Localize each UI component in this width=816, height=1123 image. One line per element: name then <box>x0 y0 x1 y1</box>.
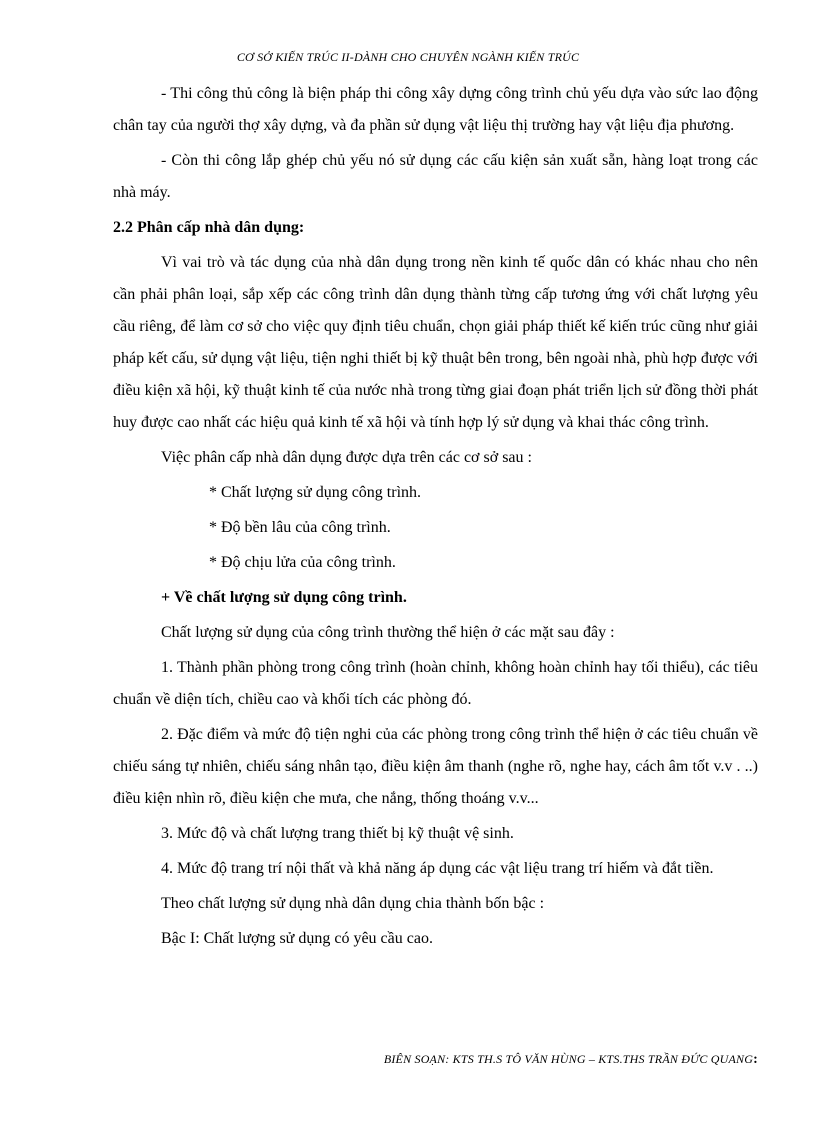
footer-colon: : <box>753 1052 758 1067</box>
list-item-3: 3. Mức độ và chất lượng trang thiết bị kỹ thuật vệ sinh. <box>161 825 514 842</box>
section-heading: 2.2 Phân cấp nhà dân dụng: <box>113 219 305 236</box>
list-item-1: 1. Thành phần phòng trong công trình (hoàn chỉnh, không hoàn chỉnh hay tối thiểu), các tiêu chuẩn về diện tích, chiều cao và khối tích các phòng đó. <box>113 659 758 708</box>
page-header: CƠ SỞ KIẾN TRÚC II-DÀNH CHO CHUYÊN NGÀNH KIẾN TRÚC <box>236 50 580 64</box>
list-item-4: 4. Mức độ trang trí nội thất và khả năng áp dụng các vật liệu trang trí hiếm và đắt tiền. <box>161 860 714 877</box>
paragraph-manual-construction: - Thi công thủ công là biện pháp thi công xây dựng công trình chủ yếu dựa vào sức lao động chân tay của người thợ xây dựng, và đa phần sử dụng vật liệu thị trường hay vật liệu địa phương. <box>113 85 758 134</box>
list-item-2: 2. Đặc điểm và mức độ tiện nghi của các phòng trong công trình thể hiện ở các tiêu chuẩn về chiếu sáng tự nhiên, chiếu sáng nhân tạo, điều kiện âm thanh (nghe rõ, nghe hay, cách âm tốt v.v . ..) điều kiện nhìn rõ, điều kiện che mưa, che nắng, thống thoáng v.v... <box>113 726 758 807</box>
paragraph-grade-one: Bậc I: Chất lượng sử dụng có yêu cầu cao. <box>161 930 433 947</box>
paragraph-prefab-construction: - Còn thi công lắp ghép chủ yếu nó sử dụng các cấu kiện sản xuất sẵn, hàng loạt trong các nhà máy. <box>113 152 758 201</box>
footer-author-text: BIÊN SOẠN: KTS TH.S TÔ VĂN HÙNG – KTS.THS TRẦN ĐỨC QUANG <box>383 1052 754 1066</box>
bullet-usage-quality: * Chất lượng sử dụng công trình. <box>209 484 422 501</box>
bullet-durability: * Độ bền lâu của công trình. <box>209 519 391 536</box>
subsection-heading: + Về chất lượng sử dụng công trình. <box>161 589 407 606</box>
paragraph-usage-aspects: Chất lượng sử dụng của công trình thường thể hiện ở các mặt sau đây : <box>161 624 615 641</box>
paragraph-classification-purpose: Vì vai trò và tác dụng của nhà dân dụng trong nền kinh tế quốc dân có khác nhau cho nên cần phải phân loại, sắp xếp các công trình dân dụng thành từng cấp tương ứng với chất lượng yêu cầu riêng, để làm cơ sở cho việc quy định tiêu chuẩn, chọn giải pháp thiết kế kiến trúc cũng như giải pháp kết cấu, sử dụng vật liệu, tiện nghi thiết bị kỹ thuật bên trong, bên ngoài nhà, phù hợp được với điều kiện xã hội, kỹ thuật kinh tế của nước nhà trong từng giai đoạn phát triển lịch sử đồng thời phát huy được cao nhất các hiệu quả kinh tế xã hội và tính hợp lý sử dụng và khai thác công trình. <box>113 254 758 431</box>
paragraph-four-grades: Theo chất lượng sử dụng nhà dân dụng chia thành bốn bậc : <box>161 895 545 912</box>
page-content <box>113 78 758 958</box>
paragraph-classification-basis: Việc phân cấp nhà dân dụng được dựa trên các cơ sở sau : <box>161 449 532 466</box>
page-footer <box>384 1052 758 1068</box>
bullet-fire-resistance: * Độ chịu lửa của công trình. <box>209 554 396 571</box>
